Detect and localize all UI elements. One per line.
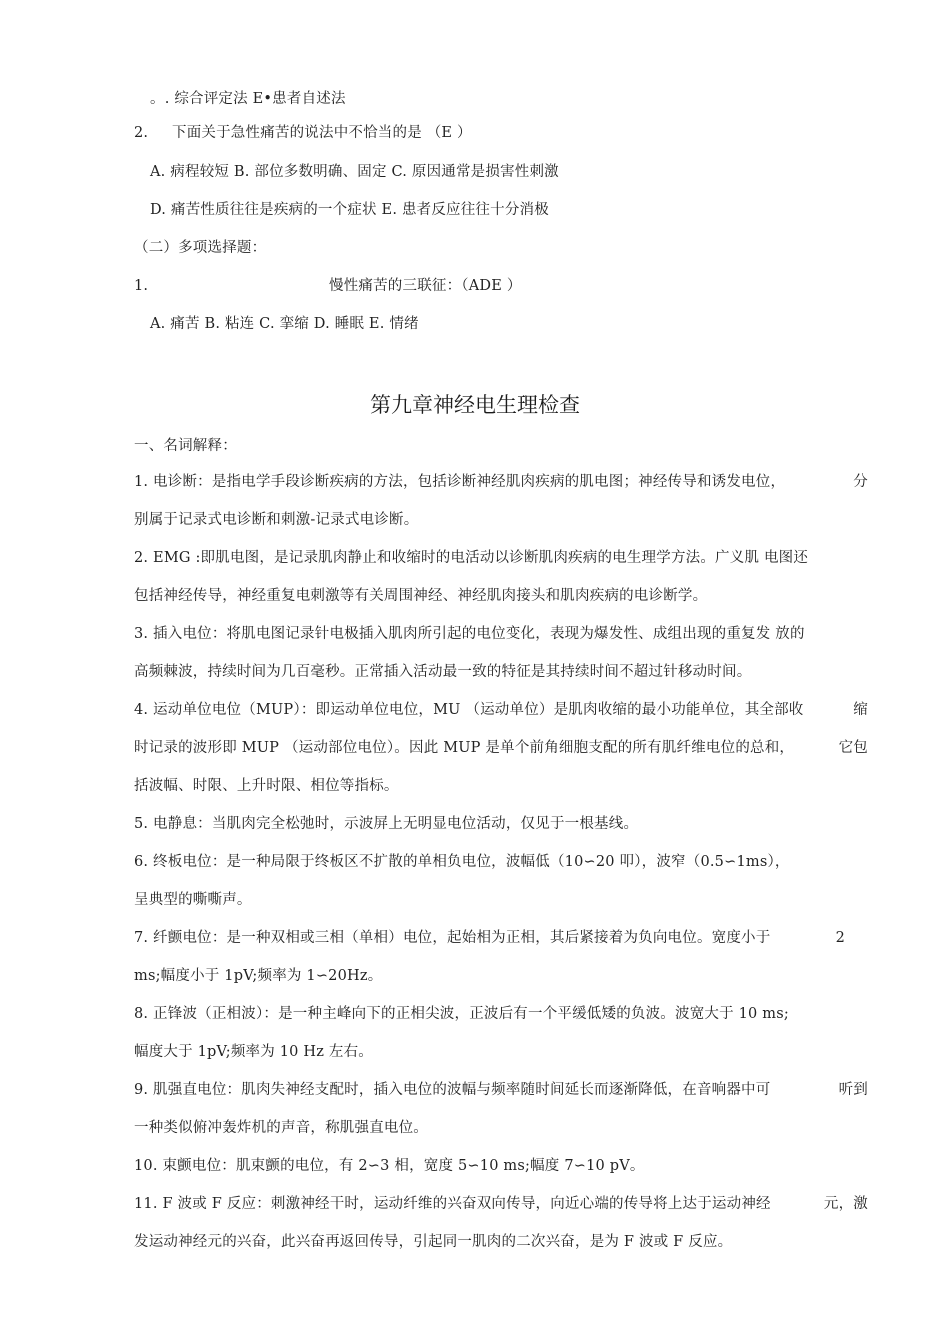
- definition-9-line-1-end: 听到: [838, 1082, 868, 1098]
- definition-8-line-1: 8. 正锋波（正相波）：是一种主峰向下的正相尖波，正波后有一个平缓低矮的负波。波宽大于 10 ms;: [134, 1006, 789, 1022]
- definition-1-line-2: 别属于记录式电诊断和刺激-记录式电诊断。: [134, 512, 419, 528]
- definition-4-line-2: [134, 738, 868, 758]
- definition-2-line-2: 包括神经传导，神经重复电刺激等有关周围神经、神经肌肉接头和肌肉疾病的电诊断学。: [134, 588, 708, 604]
- definition-8-line-2: 幅度大于 1pV;频率为 10 Hz 左右。: [134, 1044, 373, 1060]
- definition-3-line-1: 3. 插入电位：将肌电图记录针电极插入肌肉所引起的电位变化，表现为爆发性、成组出现的重复发 放的: [134, 626, 805, 642]
- definition-11-line-1: [134, 1194, 868, 1214]
- definition-7-line-2: ms;幅度小于 1pV;频率为 1∽20Hz。: [134, 968, 383, 984]
- definition-4-line-1-main: 4. 运动单位电位（MUP）：即运动单位电位，MU （运动单位）是肌肉收缩的最小功能单位，其全部收: [134, 702, 804, 718]
- definition-11-line-2: 发运动神经元的兴奋，此兴奋再返回传导，引起同一肌肉的二次兴奋，是为 F 波或 F 反应。: [134, 1234, 733, 1250]
- definition-5-line-1: 5. 电静息：当肌肉完全松弛时，示波屏上无明显电位活动，仅见于一根基线。: [134, 816, 639, 832]
- definition-4-line-2-end: 它包: [838, 740, 868, 756]
- definition-1-line-1: [134, 472, 868, 492]
- multi-question-1-text: 慢性痛苦的三联征：（ADE ）: [329, 278, 522, 294]
- question-2-options-a-c: A. 病程较短 B. 部位多数明确、固定 C. 原因通常是损害性刺激: [150, 164, 559, 180]
- definition-7-line-1: [134, 928, 845, 948]
- definition-3-line-2: 高频棘波，持续时间为几百毫秒。正常插入活动最一致的特征是其持续时间不超过针移动时间。: [134, 664, 752, 680]
- definition-11-line-1-main: 11. F 波或 F 反应：刺激神经干时，运动纤维的兴奋双向传导，向近心端的传导将上达于运动神经: [134, 1196, 771, 1212]
- definition-1-line-1-end: 分: [853, 474, 868, 490]
- section-multiple-choice-heading: （二）多项选择题：: [134, 240, 267, 256]
- option-line-c-e: 。. 综合评定法 E•患者自述法: [150, 91, 346, 107]
- question-2-text: 下面关于急性痛苦的说法中不恰当的是 （E ）: [172, 125, 472, 141]
- definition-4-line-1: [134, 700, 868, 720]
- definition-7-line-1-end: 2: [835, 930, 845, 946]
- definition-6-line-1: 6. 终板电位：是一种局限于终板区不扩散的单相负电位，波幅低（10∽20 叩），波窄（0.5∽1ms），: [134, 854, 790, 870]
- multi-question-1-number: 1.: [134, 278, 149, 294]
- question-2-options-d-e: D. 痛苦性质往往是疾病的一个症状 E. 患者反应往往十分消极: [150, 202, 549, 218]
- multi-question-1-options: A. 痛苦 B. 粘连 C. 挛缩 D. 睡眠 E. 情绪: [150, 316, 419, 332]
- question-2-number: 2.: [134, 125, 149, 141]
- definition-9-line-2: 一种类似俯冲轰炸机的声音，称肌强直电位。: [134, 1120, 428, 1136]
- definition-9-line-1-main: 9. 肌强直电位：肌肉失神经支配时，插入电位的波幅与频率随时间延长而逐渐降低，在音响器中可: [134, 1082, 771, 1098]
- definition-4-line-3: 括波幅、时限、上升时限、相位等指标。: [134, 778, 399, 794]
- definition-4-line-2-main: 时记录的波形即 MUP （运动部位电位）。因此 MUP 是单个前角细胞支配的所有肌纤维电位的总和，: [134, 740, 795, 756]
- definition-1-line-1-main: 1. 电诊断：是指电学手段诊断疾病的方法，包括诊断神经肌肉疾病的肌电图；神经传导和诱发电位，: [134, 474, 786, 490]
- definition-9-line-1: [134, 1080, 868, 1100]
- chapter-title: 第九章神经电生理检查: [370, 393, 580, 417]
- definition-10-line-1: 10. 束颤电位：肌束颤的电位，有 2∽3 相，宽度 5∽10 ms;幅度 7∽10 pV。: [134, 1158, 645, 1174]
- definition-11-line-1-end: 元，激: [823, 1196, 868, 1212]
- definition-4-line-1-end: 缩: [853, 702, 868, 718]
- definition-7-line-1-main: 7. 纤颤电位：是一种双相或三相（单相）电位，起始相为正相，其后紧接着为负向电位。宽度小于: [134, 930, 771, 946]
- definition-2-line-1: 2. EMG :即肌电图，是记录肌肉静止和收缩时的电活动以诊断肌肉疾病的电生理学方法。广义肌 电图还: [134, 550, 809, 566]
- section-term-definitions-heading: 一、名词解释：: [134, 438, 237, 454]
- definition-6-line-2: 呈典型的嘶嘶声。: [134, 892, 252, 908]
